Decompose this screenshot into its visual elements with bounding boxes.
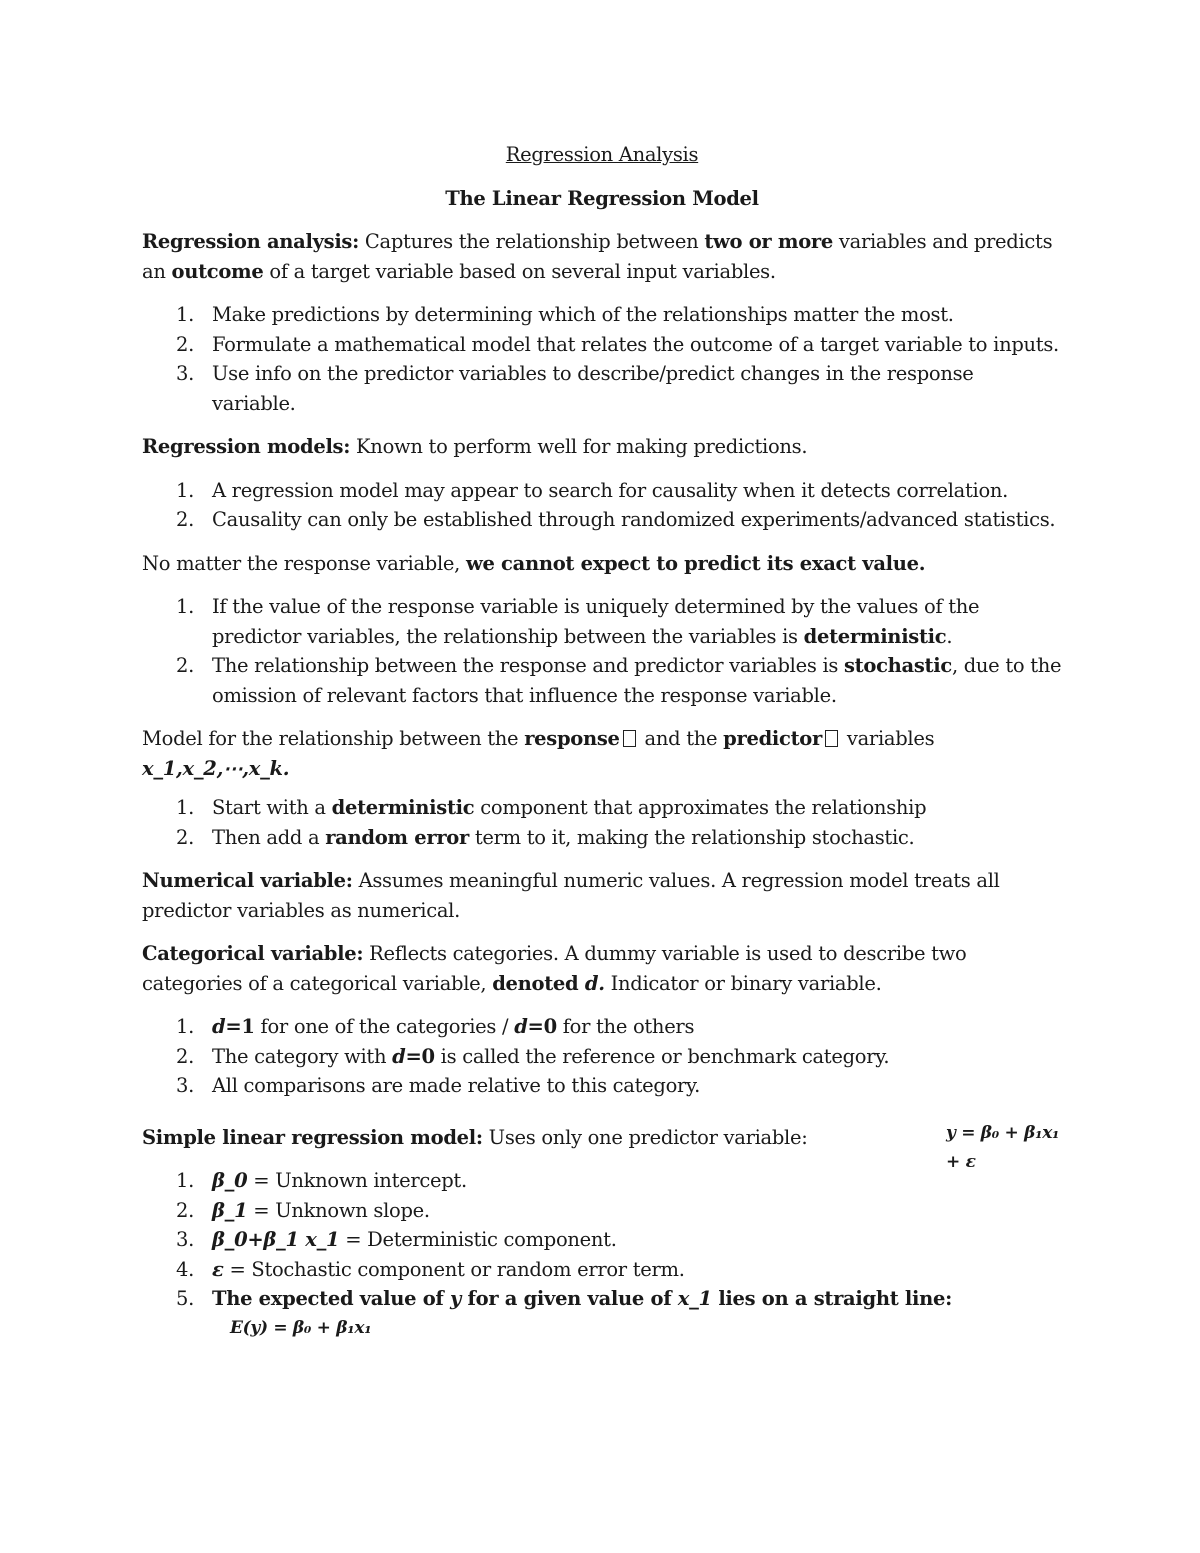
document-content	[142, 140, 1062, 1357]
regression-models-definition: Regression models: Known to perform well for making predictions.	[142, 435, 808, 458]
list-item: 1. β_0 = Unknown intercept.	[176, 1169, 467, 1192]
model-relationship-statement: Model for the relationship between the response and the predictor variables x_1,x_2,⋯,x_k.	[142, 727, 935, 780]
document-subtitle: The Linear Regression Model	[445, 186, 759, 210]
model-steps-list	[142, 793, 1062, 852]
list-item: 5. The expected value of y for a given value of x_1 lies on a straight line: E(y) = β₀ + β₁x₁	[142, 1284, 1062, 1343]
simple-regression-terms-list	[142, 1166, 1062, 1343]
list-item: 1. Make predictions by determining which of the relationships matter the most.	[176, 303, 954, 326]
predictor-variables-math: x_1,x_2,⋯,x_k.	[142, 756, 290, 780]
numerical-variable-definition: Numerical variable: Assumes meaningful numeric values. A regression model treats all predictor variables as numerical.	[142, 869, 1000, 922]
categorical-variable-definition: Categorical variable: Reflects categories. A dummy variable is used to describe two categories of a categorical variable, denoted d. Indicator or binary variable.	[142, 942, 967, 995]
regression-equation: y = β₀ + β₁x₁ + ε	[946, 1122, 1060, 1172]
list-item: 3. All comparisons are made relative to this category.	[176, 1074, 701, 1097]
simple-linear-regression-definition: Simple linear regression model: Uses only one predictor variable: y = β₀ + β₁x₁ + ε	[142, 1123, 1062, 1153]
list-item: 1. Start with a deterministic component that approximates the relationship	[176, 796, 927, 819]
list-item: 2. β_1 = Unknown slope.	[176, 1198, 430, 1222]
dummy-variable-list	[142, 1012, 1062, 1101]
list-item: 3. Use info on the predictor variables to describe/predict changes in the response variable.	[176, 362, 974, 415]
list-item: 2. Then add a random error term to it, making the relationship stochastic.	[176, 825, 915, 849]
expected-value-equation: E(y) = β₀ + β₁x₁	[230, 1317, 372, 1338]
missing-glyph-icon	[825, 730, 838, 747]
list-item: 2. The category with d=0 is called the reference or benchmark category.	[176, 1044, 890, 1068]
list-item: 1. A regression model may appear to search for causality when it detects correlation.	[176, 478, 1009, 502]
exact-value-statement: No matter the response variable, we cannot expect to predict its exact value.	[142, 551, 926, 575]
list-item: 1. If the value of the response variable is uniquely determined by the values of the predictor variables, the relationship between the variables is deterministic.	[176, 595, 980, 648]
regression-models-list	[142, 476, 1062, 535]
list-item: 4. ε = Stochastic component or random error term.	[176, 1257, 685, 1281]
list-item: 1. d=1 for one of the categories / d=0 for the others	[176, 1015, 695, 1038]
list-item: 3. β_0+β_1 x_1 = Deterministic component.	[176, 1228, 617, 1251]
regression-analysis-list	[142, 300, 1062, 418]
list-item: 2. The relationship between the response and predictor variables is stochastic, due to the omission of relevant factors that influence the response variable.	[176, 654, 1062, 707]
list-item: 2. Causality can only be established through randomized experiments/advanced statistics.	[176, 508, 1056, 531]
document-title: Regression Analysis	[505, 143, 699, 166]
deterministic-stochastic-list	[142, 592, 1062, 710]
list-item: 2. Formulate a mathematical model that relates the outcome of a target variable to inputs.	[176, 332, 1059, 356]
missing-glyph-icon	[623, 730, 636, 747]
regression-analysis-definition: Regression analysis: Captures the relationship between two or more variables and predicts an outcome of a target variable based on several input variables.	[142, 230, 1053, 283]
